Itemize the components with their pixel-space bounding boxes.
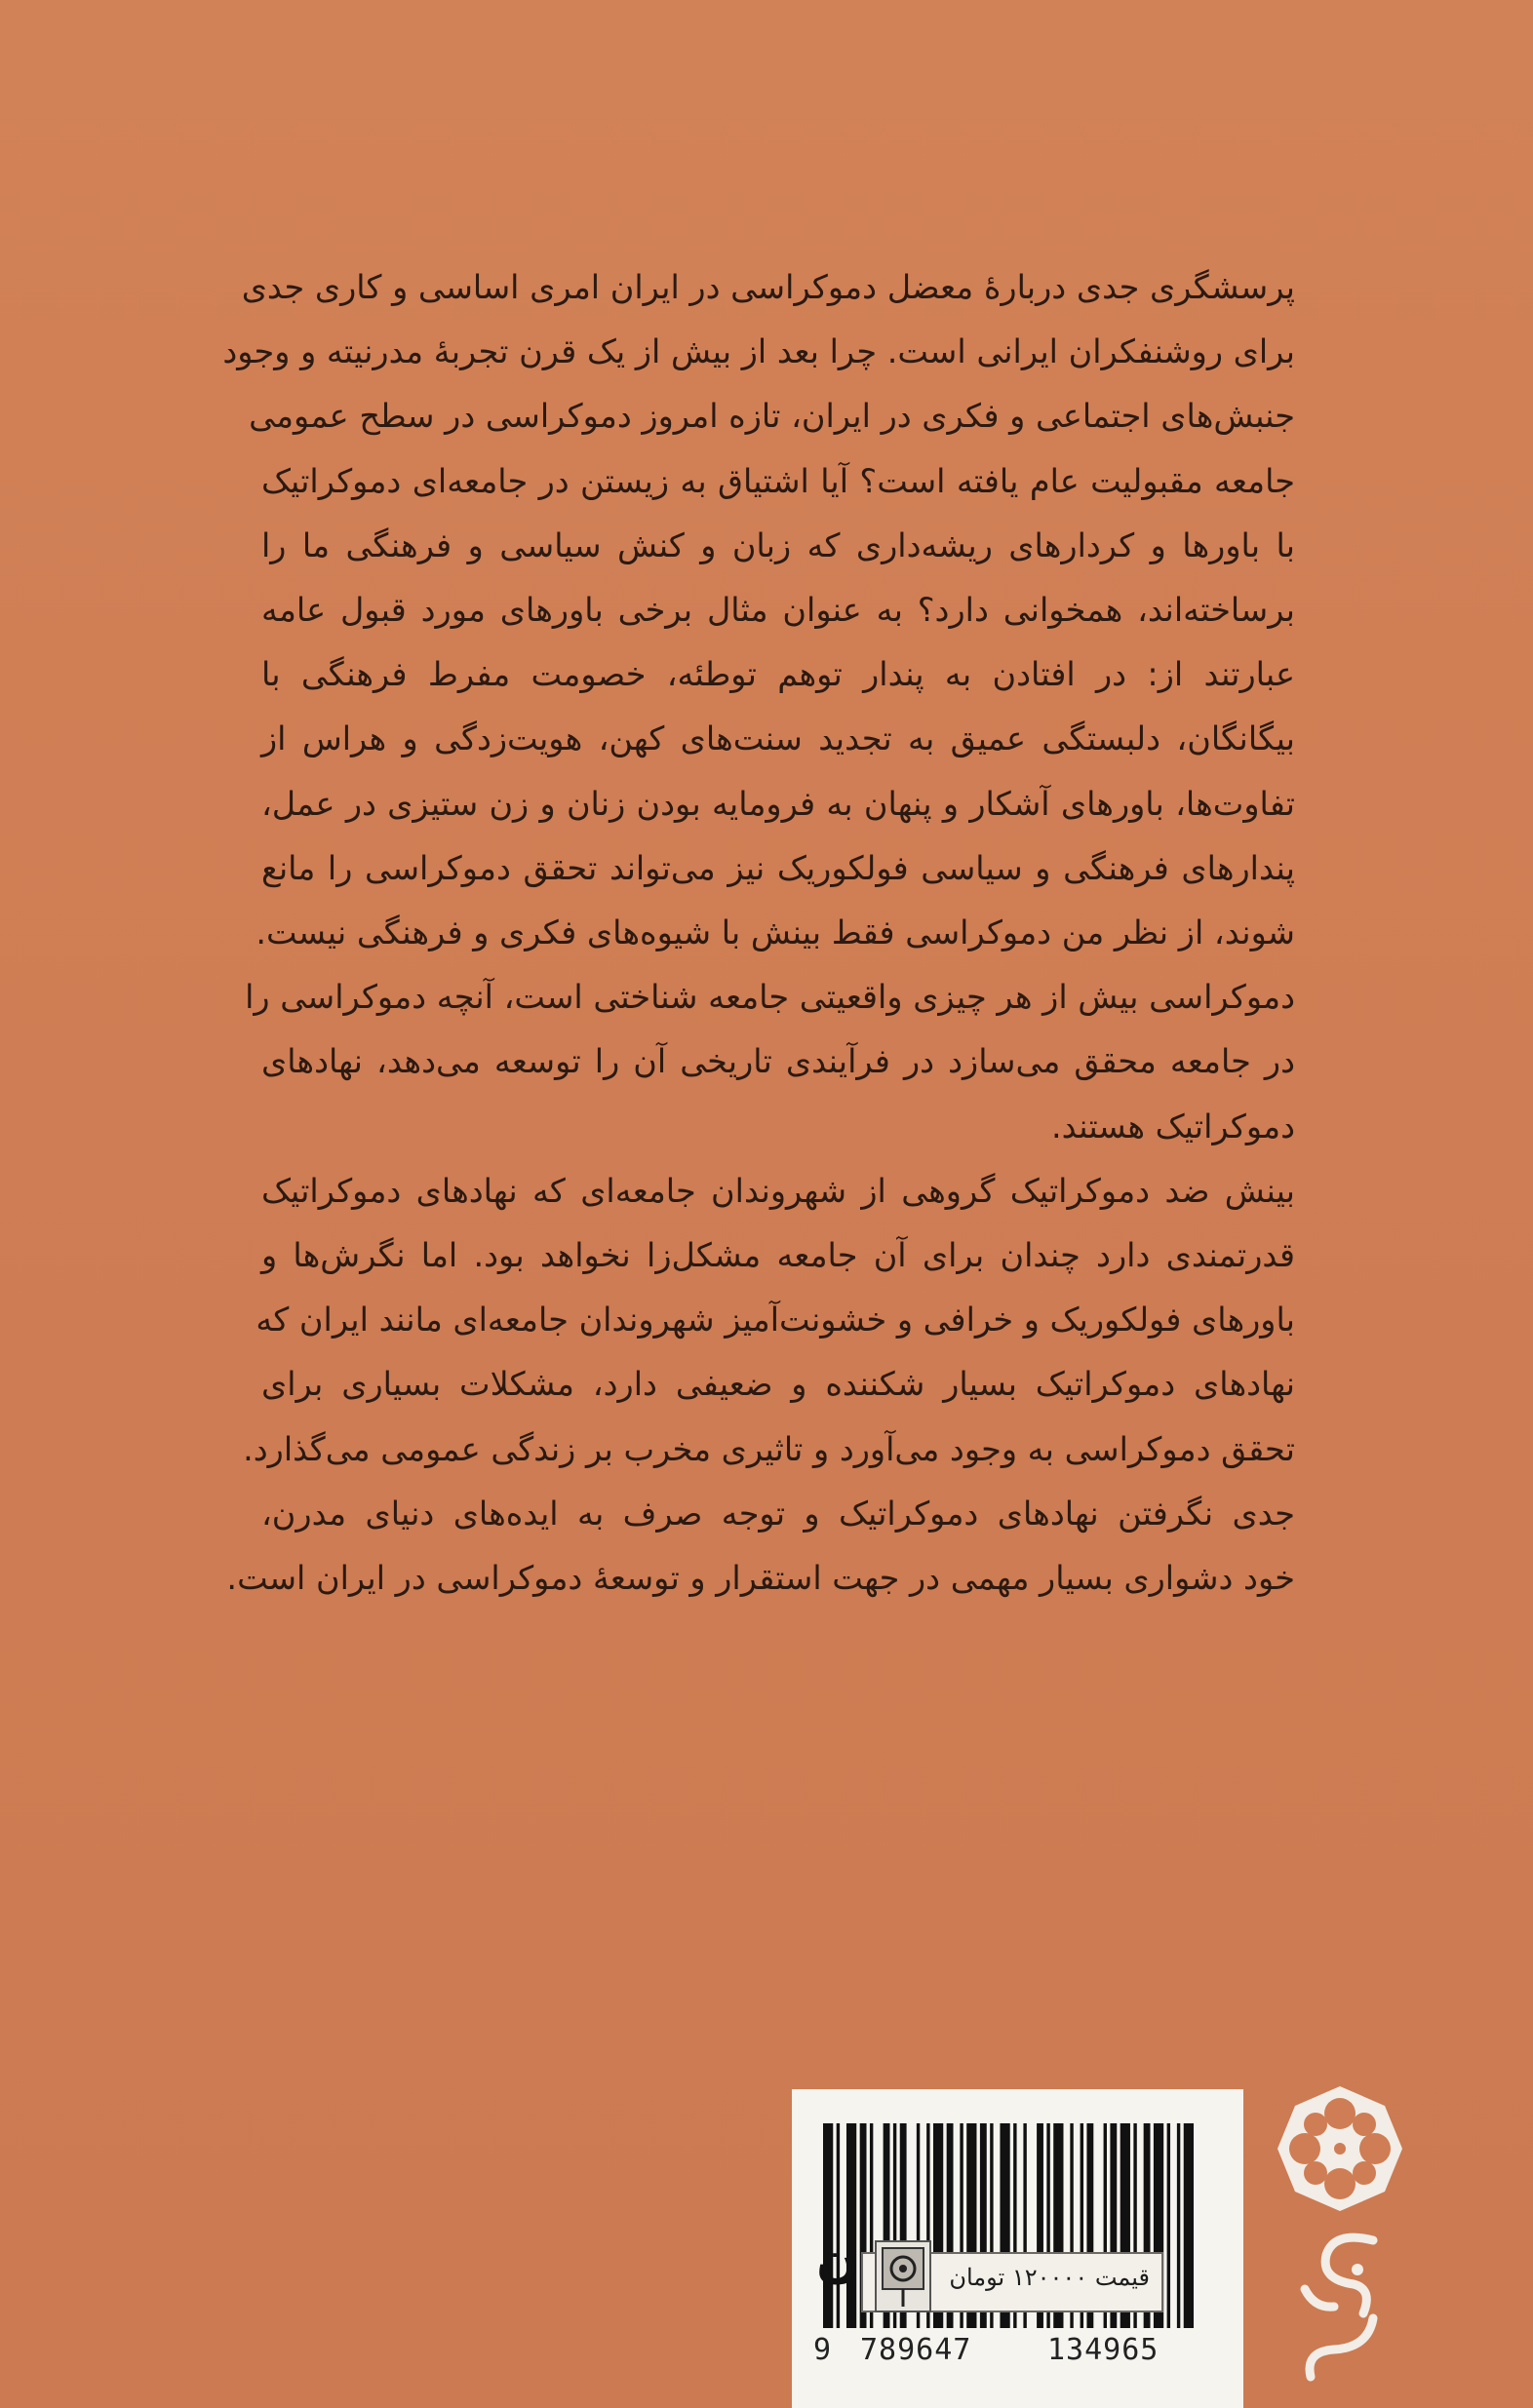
text-line: باورهای فولکوریک و خرافی و خشونت‌آمیز شهروندان جامعه‌ای مانند ایران که xyxy=(256,1301,1295,1340)
text-line: نهادهای دموکراتیک بسیار شکننده و ضعیفی دارد، مشکلات بسیاری برای xyxy=(261,1365,1295,1404)
paragraph-1 xyxy=(222,255,1295,1159)
blurb-text xyxy=(222,255,1295,1611)
publisher-logo-icon xyxy=(1276,2084,1404,2387)
text-line: در جامعه محقق می‌سازد در فرآیندی تاریخی آن را توسعه می‌دهد، نهادهای xyxy=(261,1042,1295,1081)
isbn-digit-left: 9 xyxy=(813,2333,833,2367)
barcode-label xyxy=(792,2089,1243,2408)
barcode-bar xyxy=(823,2123,833,2328)
text-line: پرسشگری جدی دربارهٔ معضل دموکراسی در ایران امری اساسی و کاری جدی xyxy=(241,268,1295,306)
text-line: جامعه مقبولیت عام یافته است؟ آیا اشتیاق به زیستن در جامعه‌ای دموکراتیک xyxy=(261,461,1295,500)
text-line: شوند، از نظر من دموکراسی فقط بینش با شیوه‌های فکری و فرهنگی نیست. xyxy=(256,913,1295,952)
text-line: قدرتمندی دارد چندان برای آن جامعه مشکل‌زا نخواهد بود. اما نگرش‌ها و xyxy=(261,1236,1295,1275)
text-line: برساخته‌اند، همخوانی دارد؟ به عنوان مثال برخی باورهای مورد قبول عامه xyxy=(261,591,1295,630)
text-line: جنبش‌های اجتماعی و فکری در ایران، تازه امروز دموکراسی در سطح عمومی xyxy=(249,397,1295,436)
sticker-logo-icon xyxy=(875,2240,931,2312)
barcode-bar xyxy=(1184,2123,1194,2328)
price-text: قیمت ۱۲۰۰۰۰ تومان xyxy=(949,2264,1150,2291)
barcode-bar xyxy=(846,2123,856,2328)
barcode-bar xyxy=(1167,2123,1170,2328)
text-line: دموکراتیک هستند. xyxy=(1051,1107,1295,1146)
text-line: تفاوت‌ها، باورهای آشکار و پنهان به فرومایه بودن زنان و زن ستیزی در عمل، xyxy=(261,784,1295,823)
text-line: عبارتند از: در افتادن به پندار توهم توطئه، خصومت مفرط فرهنگی با xyxy=(261,655,1295,694)
isbn-digits-middle: 789647 xyxy=(860,2333,972,2367)
text-line: بینش ضد دموکراتیک گروهی از شهروندان جامعه‌ای که نهادهای دموکراتیک xyxy=(261,1171,1295,1210)
text-line: جدی نگرفتن نهادهای دموکراتیک و توجه صرف به ایده‌های دنیای مدرن، xyxy=(261,1494,1295,1533)
text-line: خود دشواری بسیار مهمی در جهت استقرار و توسعهٔ دموکراسی در ایران است. xyxy=(226,1559,1295,1598)
text-line: با باورها و کردارهای ریشه‌داری که زبان و کنش سیاسی و فرهنگی ما را xyxy=(261,525,1295,564)
text-line: بیگانگان، دلبستگی عمیق به تجدید سنت‌های کهن، هویت‌زدگی و هراس از xyxy=(261,719,1295,758)
isbn-digits-right: 134965 xyxy=(1047,2333,1160,2367)
text-line: پندارهای فرهنگی و سیاسی فولکوریک نیز می‌تواند تحقق دموکراسی را مانع xyxy=(261,848,1295,887)
text-line: برای روشنفکران ایرانی است. چرا بعد از بیش از یک قرن تجربهٔ مدرنیته و وجود xyxy=(222,332,1295,371)
barcode-bar xyxy=(1177,2123,1180,2328)
barcode-bar xyxy=(837,2123,840,2328)
text-line: تحقق دموکراسی به وجود می‌آورد و تاثیری مخرب بر زندگی عمومی می‌گذارد. xyxy=(243,1429,1295,1468)
text-line: دموکراسی بیش از هر چیزی واقعیتی جامعه شناختی است، آنچه دموکراسی را xyxy=(245,978,1295,1017)
price-sticker xyxy=(861,2252,1163,2312)
publisher-letter: ن xyxy=(816,2231,860,2289)
paragraph-2 xyxy=(226,1159,1295,1611)
